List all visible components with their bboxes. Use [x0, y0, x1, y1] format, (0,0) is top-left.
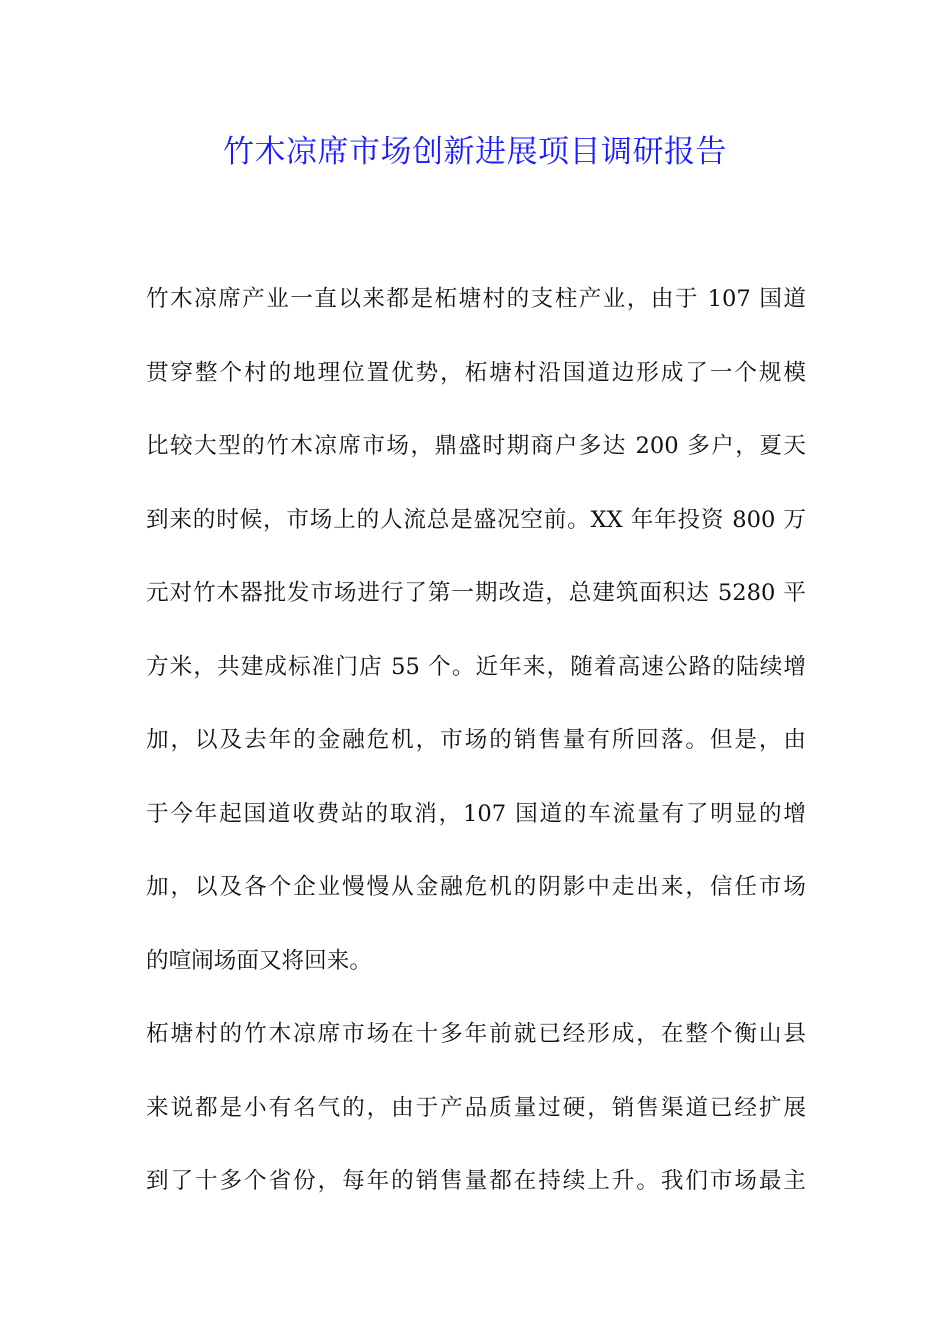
paragraph-line: 的喧闹场面又将回来。	[146, 947, 372, 974]
paragraph-line: 来说都是小有名气的，由于产品质量过硬，销售渠道已经扩展	[146, 1094, 806, 1121]
paragraph-line: 于今年起国道收费站的取消，107 国道的车流量有了明显的增	[146, 800, 806, 827]
paragraph-line: 柘塘村的竹木凉席市场在十多年前就已经形成，在整个衡山县	[146, 1021, 806, 1047]
paragraph-line: 元对竹木器批发市场进行了第一期改造，总建筑面积达 5280 平	[146, 580, 806, 606]
document-title: 竹木凉席市场创新进展项目调研报告	[223, 134, 727, 170]
paragraph-line: 加，以及去年的金融危机，市场的销售量有所回落。但是，由	[146, 727, 806, 753]
paragraph-line: 比较大型的竹木凉席市场，鼎盛时期商户多达 200 多户，夏天	[146, 433, 806, 459]
paragraph-line: 到来的时候，市场上的人流总是盛况空前。XX 年年投资 800 万	[146, 506, 806, 533]
paragraph-line: 竹木凉席产业一直以来都是柘塘村的支柱产业，由于 107 国道	[146, 286, 806, 312]
document-body	[146, 263, 806, 1219]
paragraph-line: 贯穿整个村的地理位置优势，柘塘村沿国道边形成了一个规模	[146, 359, 806, 386]
paragraph-line: 方米，共建成标准门店 55 个。近年来，随着高速公路的陆续增	[146, 653, 806, 680]
paragraph-line: 到了十多个省份，每年的销售量都在持续上升。我们市场最主	[146, 1168, 806, 1194]
paragraph-line: 加，以及各个企业慢慢从金融危机的阴影中走出来，信任市场	[146, 874, 806, 900]
